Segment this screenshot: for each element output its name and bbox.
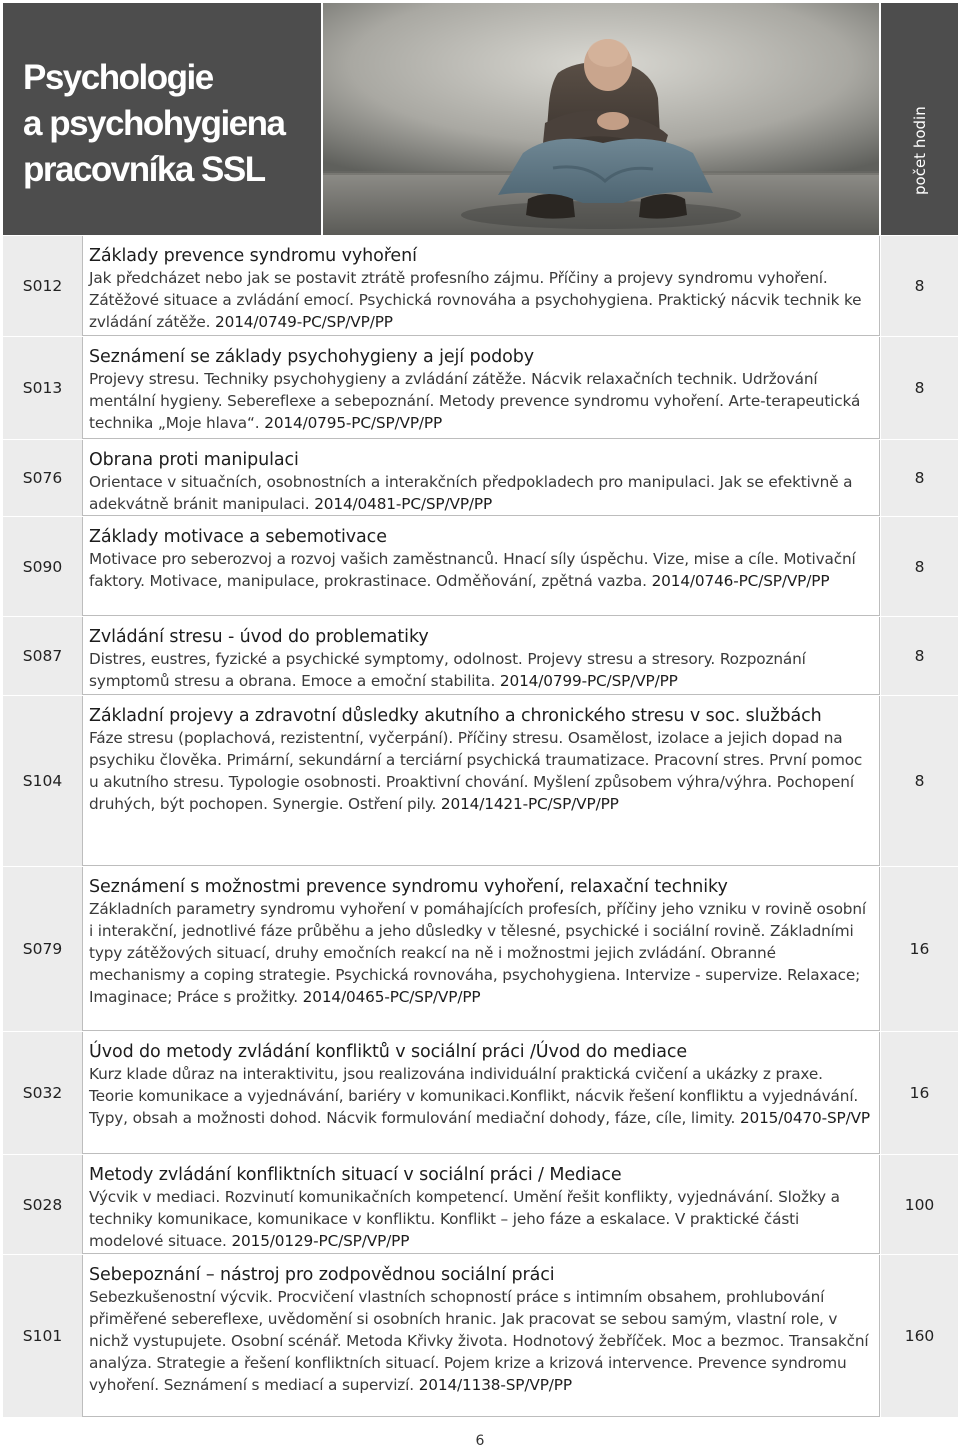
course-row [3,236,958,336]
accreditation-number: 2014/1138-SP/VP/PP [418,1376,572,1394]
course-code: S101 [3,1255,82,1417]
accreditation-number: 2015/0470-SP/VP [739,1109,870,1127]
accreditation-number: 2014/0481-PC/SP/VP/PP [314,495,493,513]
course-row [3,517,958,616]
course-hours: 8 [881,696,958,866]
course-description [89,368,871,434]
course-row [3,1255,958,1417]
page-title: Psychologie a psychohygiena pracovníka SSL [23,58,285,189]
course-hours: 8 [881,337,958,439]
course-title: Základy motivace a sebemotivace [89,527,387,547]
row-divider [82,1416,880,1417]
course-hours: 160 [881,1255,958,1417]
course-hours: 16 [881,1032,958,1154]
course-description-text: Fáze stresu (poplachová, rezistentní, vyčerpání). Příčiny stresu. Osamělost, izolace a jejich dopad na psychiku člověka. Primární, sekundární a terciární psychická traumatizace. Pracovní stres. První pomoc u akutního stresu. Typologie osobnosti. Proaktivní chování. Myšlení způsobem výhra/výhra. Pochopení druhých, být pochopen. Synergie. Ostření pily. [89,729,863,813]
course-row [3,440,958,516]
hours-column-header [881,3,958,235]
course-description [89,1286,871,1396]
course-content [82,1255,880,1417]
course-hours: 8 [881,517,958,616]
course-row [3,1032,958,1154]
course-row [3,617,958,695]
course-description [89,471,871,515]
accreditation-number: 2015/0129-PC/SP/VP/PP [231,1232,410,1250]
course-description [89,727,871,815]
course-content [82,696,880,866]
course-title: Základy prevence syndromu vyhoření [89,246,417,266]
course-row [3,337,958,439]
course-content [82,236,880,336]
accreditation-number: 2014/1421-PC/SP/VP/PP [440,795,619,813]
course-hours: 100 [881,1155,958,1254]
accreditation-number: 2014/0746-PC/SP/VP/PP [651,572,830,590]
page-number: 6 [475,1433,485,1449]
course-code: S076 [3,440,82,516]
course-description-text: Distres, eustres, fyzické a psychické symptomy, odolnost. Projevy stresu a stresory. Rozpoznání symptomů stresu a obrana. Emoce a emoční stabilita. [89,650,806,690]
course-content [82,337,880,439]
row-divider [82,1030,880,1031]
course-code: S087 [3,617,82,695]
course-description-text: Sebezkušenostní výcvik. Procvičení vlastních schopností práce s intimním obsahem, prohlubování přiměřené sebereflexe, uvědomění si osobních hranic. Jak pracovat se sebou samým, vlastní role, v nichž vystupujete. Osobní scénář. Metoda Křivky života. Hodnotový žebříček. Moc a bezmoc. Transakční analýza. Strategie a řešení konfliktních situací. Pojem krize a krizová intervence. Prevence syndromu vyhoření. Seznámení s mediací a supervizí. [89,1288,869,1394]
row-divider [82,515,880,516]
course-description [89,267,871,333]
accreditation-number: 2014/0795-PC/SP/VP/PP [264,414,443,432]
accreditation-number: 2014/0799-PC/SP/VP/PP [499,672,678,690]
accreditation-number: 2014/0749-PC/SP/VP/PP [215,313,393,331]
course-description [89,898,871,1008]
course-content [82,517,880,616]
course-title: Seznámení se základy psychohygieny a její podoby [89,347,535,367]
course-content [82,1155,880,1254]
course-code: S090 [3,517,82,616]
course-title: Seznámení s možnostmi prevence syndromu vyhoření, relaxační techniky [89,877,728,897]
course-hours: 16 [881,867,958,1031]
course-description-text: Jak předcházet nebo jak se postavit ztrátě profesního zájmu. Příčiny a projevy syndromu vyhoření. Zátěžové situace a zvládání emocí. Psychická rovnováha a psychohygiena. Praktický nácvik technik ke zvládání zátěže. [89,269,862,331]
course-description-text: Základních parametry syndromu vyhoření v pomáhajících profesích, příčiny jeho vzniku v rovině osobní i interakční, jednotlivé fáze průběhu a jeho důsledky v tělesné, psychické i sociální rovině. Základními typy zátěžových situací, druhy emočních reakcí na ně i možnostmi jejich zvládání. Obranné mechanismy a coping strategie. Psychická rovnováha, psychohygiena. Intervize - supervize. Relaxace; Imaginace; Práce s prožitky. [89,900,866,1006]
course-title: Základní projevy a zdravotní důsledky akutního a chronického stresu v soc. službách [89,706,822,726]
course-description [89,1063,871,1129]
row-divider [82,335,880,336]
course-description [89,648,871,692]
row-divider [82,438,880,439]
course-row [3,696,958,866]
course-title: Úvod do metody zvládání konfliktů v sociální práci /Úvod do mediace [89,1042,688,1062]
course-code: S079 [3,867,82,1031]
course-content [82,867,880,1031]
course-content [82,1032,880,1154]
course-code: S013 [3,337,82,439]
stressed-man-image [323,3,879,235]
course-code: S104 [3,696,82,866]
course-hours: 8 [881,236,958,336]
course-description-text: Kurz klade důraz na interaktivitu, jsou realizována individuální praktická cvičení a ukázky z praxe. Teorie komunikace a vyjednávání, bariéry v komunikaci.Konflikt, nácvik řešení konfliktu a vyjednávání. Typy, obsah a možnosti dohod. Nácvik formulování mediační dohody, fáze, cíle, limity. [89,1065,859,1127]
course-title: Obrana proti manipulaci [89,450,299,470]
course-hours: 8 [881,440,958,516]
title-block [3,3,321,235]
course-row [3,1155,958,1254]
header-photo [323,3,879,235]
course-row [3,867,958,1031]
course-description [89,548,871,592]
page-header [3,3,958,235]
course-content [82,440,880,516]
course-code: S032 [3,1032,82,1154]
row-divider [82,694,880,695]
course-hours: 8 [881,617,958,695]
course-description-text: Motivace pro seberozvoj a rozvoj vašich zaměstnanců. Hnací síly úspěchu. Vize, mise a cíle. Motivační faktory. Motivace, manipulace, prokrastinace. Odměňování, zpětná vazba. [89,550,856,590]
hours-column-label: počet hodin [910,106,929,195]
course-title: Zvládání stresu - úvod do problematiky [89,627,429,647]
course-title: Sebepoznání – nástroj pro zodpovědnou sociální práci [89,1265,555,1285]
course-title: Metody zvládání konfliktních situací v sociální práci / Mediace [89,1165,622,1185]
course-description-text: Projevy stresu. Techniky psychohygieny a zvládání zátěže. Nácvik relaxačních technik. Udržování mentální hygieny. Sebereflexe a sebepoznání. Metody prevence syndromu vyhoření. Arte-terapeutická technika „Moje hlava“. [89,370,861,432]
course-content [82,617,880,695]
row-divider [82,1153,880,1154]
course-description-text: Výcvik v mediaci. Rozvinutí komunikačních kompetencí. Umění řešit konflikty, vyjednávání. Složky a techniky komunikace, komunikace v konfliktu. Konflikt – jeho fáze a eskalace. V praktické části modelové situace. [89,1188,840,1250]
course-code: S028 [3,1155,82,1254]
course-description-text: Orientace v situačních, osobnostních a interakčních předpokladech pro manipulaci. Jak se efektivně a adekvátně bránit manipulaci. [89,473,853,513]
row-divider [82,615,880,616]
course-description [89,1186,871,1252]
course-code: S012 [3,236,82,336]
accreditation-number: 2014/0465-PC/SP/VP/PP [302,988,481,1006]
row-divider [82,1253,880,1254]
row-divider [82,865,880,866]
